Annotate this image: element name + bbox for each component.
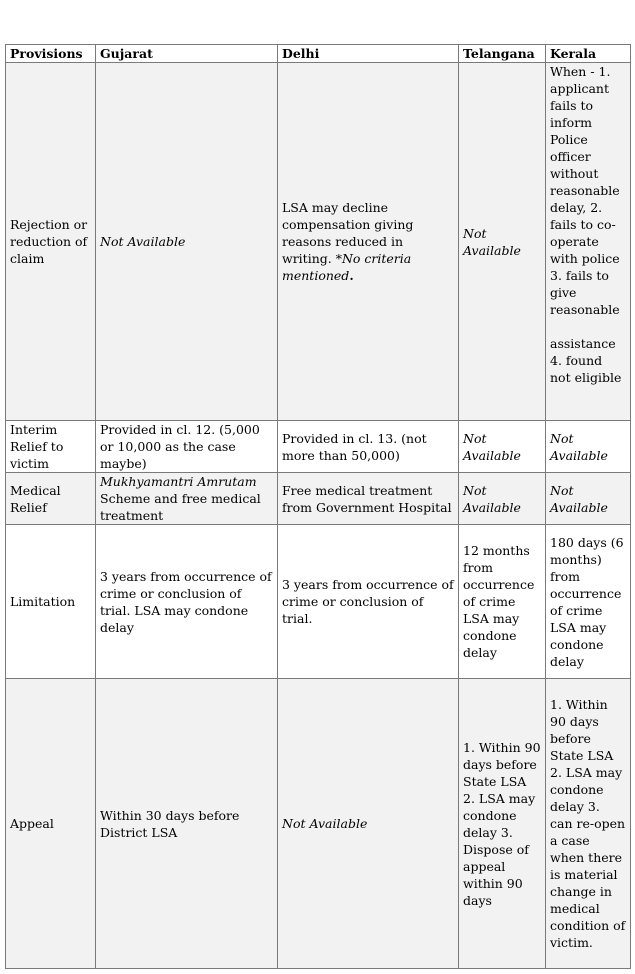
cell-delhi: Not Available	[278, 679, 459, 969]
cell-delhi: Free medical treatment from Government Hospital	[278, 473, 459, 525]
delhi-note-end: .	[349, 268, 354, 283]
cell-delhi	[278, 63, 459, 421]
header-delhi: Delhi	[278, 45, 459, 63]
cell-telangana: 1. Within 90 days before State LSA 2. LSA may condone delay 3. Dispose of appeal within 90 days	[459, 679, 546, 969]
scheme-text: Scheme and free medical treatment	[100, 491, 261, 523]
cell-gujarat: Not Available	[96, 63, 278, 421]
delhi-text: LSA may decline compensation giving reasons reduced in writing.	[282, 200, 414, 266]
row-rejection	[6, 63, 631, 421]
scheme-name: Mukhyamantri Amrutam	[100, 474, 257, 489]
cell-telangana: Not Available	[459, 421, 546, 473]
table-header-row	[6, 45, 631, 63]
header-provisions: Provisions	[6, 45, 96, 63]
provisions-comparison-table	[5, 44, 631, 969]
header-telangana: Telangana	[459, 45, 546, 63]
row-limitation	[6, 525, 631, 679]
cell-gujarat	[96, 473, 278, 525]
cell-telangana: Not Available	[459, 63, 546, 421]
cell-provision: Limitation	[6, 525, 96, 679]
cell-telangana: 12 months from occurrence of crime LSA may condone delay	[459, 525, 546, 679]
cell-kerala: Not Available	[546, 473, 631, 525]
header-gujarat: Gujarat	[96, 45, 278, 63]
row-appeal	[6, 679, 631, 969]
cell-delhi: Provided in cl. 13. (not more than 50,000)	[278, 421, 459, 473]
cell-kerala: When - 1. applicant fails to inform Police officer without reasonable delay, 2. fails to co-operate with police 3. fails to give reasonable assistance 4. found not eligible	[546, 63, 631, 421]
cell-kerala: Not Available	[546, 421, 631, 473]
cell-provision: Rejection or reduction of claim	[6, 63, 96, 421]
row-medical	[6, 473, 631, 525]
cell-gujarat: Within 30 days before District LSA	[96, 679, 278, 969]
header-kerala: Kerala	[546, 45, 631, 63]
delhi-note: *No criteria mentioned	[282, 251, 412, 283]
cell-provision: Interim Relief to victim	[6, 421, 96, 473]
cell-kerala: 180 days (6 months) from occurrence of crime LSA may condone delay	[546, 525, 631, 679]
row-interim	[6, 421, 631, 473]
cell-gujarat: 3 years from occurrence of crime or conclusion of trial. LSA may condone delay	[96, 525, 278, 679]
cell-telangana: Not Available	[459, 473, 546, 525]
cell-provision: Medical Relief	[6, 473, 96, 525]
cell-provision: Appeal	[6, 679, 96, 969]
cell-kerala: 1. Within 90 days before State LSA 2. LSA may condone delay 3. can re-open a case when there is material change in medical condition of victim.	[546, 679, 631, 969]
cell-delhi: 3 years from occurrence of crime or conclusion of trial.	[278, 525, 459, 679]
cell-gujarat: Provided in cl. 12. (5,000 or 10,000 as the case maybe)	[96, 421, 278, 473]
